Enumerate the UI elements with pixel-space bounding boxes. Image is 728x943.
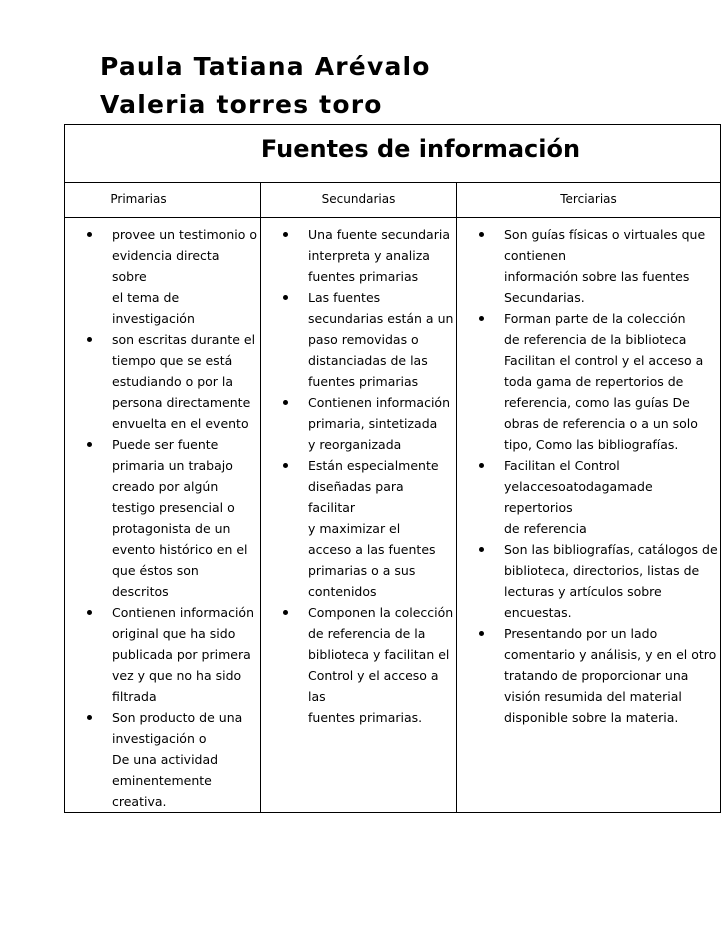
terciarias-cell — [457, 218, 721, 813]
list-item-line: vez y que no ha sido — [112, 668, 242, 683]
list-item-line: Contienen información — [112, 605, 254, 620]
list-item-line: biblioteca y facilitan el — [308, 647, 450, 662]
list-item-line: distanciadas de las — [308, 353, 428, 368]
list-item-line: evento histórico en el — [112, 542, 248, 557]
list-item-line: provee un testimonio o — [112, 227, 257, 242]
list-item-line: primaria, sintetizada — [308, 416, 438, 431]
list-item — [65, 329, 260, 434]
list-item — [261, 392, 456, 455]
list-item-line: información sobre las fuentes — [504, 269, 690, 284]
list-item-line: que éstos son descritos — [112, 563, 199, 599]
list-item-line: toda gama de repertorios de — [504, 374, 684, 389]
list-item-line: secundarias están a un — [308, 311, 454, 326]
list-item-line: biblioteca, directorios, listas de — [504, 563, 700, 578]
list-item-line: Contienen información — [308, 395, 450, 410]
list-item — [457, 539, 720, 623]
list-item-line: paso removidas o — [308, 332, 419, 347]
list-item-line: interpreta y analiza — [308, 248, 430, 263]
list-item-line: Son guías físicas o virtuales que — [504, 227, 706, 242]
secundarias-list — [261, 224, 456, 728]
author-name-1: Paula Tatiana Arévalo — [100, 52, 431, 81]
list-item-line: contienen — [504, 248, 567, 263]
list-item-line: eminentemente — [112, 773, 212, 788]
list-item-line: fuentes primarias — [308, 269, 419, 284]
list-item-line: tipo, Como las bibliografías. — [504, 437, 679, 452]
terciarias-list — [457, 224, 720, 728]
list-item-line: persona directamente — [112, 395, 251, 410]
list-item-line: fuentes primarias — [308, 374, 419, 389]
list-item-line: referencia, como las guías De — [504, 395, 690, 410]
primarias-cell — [65, 218, 261, 813]
list-item-line: Presentando por un lado — [504, 626, 658, 641]
list-item-line: investigación o — [112, 731, 207, 746]
list-item-line: acceso a las fuentes — [308, 542, 436, 557]
list-item-line: de referencia de la — [308, 626, 426, 641]
list-item-line: tiempo que se está — [112, 353, 233, 368]
list-item-line: De una actividad — [112, 752, 219, 767]
list-item-line: Son producto de una — [112, 710, 243, 725]
list-item-line: evidencia directa sobre — [112, 248, 220, 284]
list-item-line: el tema de — [112, 290, 180, 305]
list-item — [261, 455, 456, 602]
column-header-terciarias: Terciarias — [457, 183, 721, 218]
list-item-line: Facilitan el control y el acceso a — [504, 353, 704, 368]
column-header-primarias: Primarias — [65, 183, 261, 218]
list-item — [65, 434, 260, 602]
list-item — [261, 287, 456, 392]
list-item-line: diseñadas para facilitar — [308, 479, 404, 515]
list-item-line: estudiando o por la — [112, 374, 234, 389]
list-item-line: tratando de proporcionar una — [504, 668, 689, 683]
list-item-line: testigo presencial o — [112, 500, 235, 515]
list-item-line: Secundarias. — [504, 290, 585, 305]
list-item-line: y maximizar el — [308, 521, 401, 536]
list-item-line: de referencia — [504, 521, 587, 536]
list-item-line: disponible sobre la materia. — [504, 710, 679, 725]
author-name-2: Valeria torres toro — [100, 90, 383, 119]
list-item-line: encuestas. — [504, 605, 572, 620]
list-item-line: publicada por primera — [112, 647, 251, 662]
list-item-line: comentario y análisis, y en el otro — [504, 647, 717, 662]
list-item-line: Puede ser fuente — [112, 437, 219, 452]
list-item-line: protagonista de un — [112, 521, 231, 536]
list-item — [65, 224, 260, 329]
list-item-line: contenidos — [308, 584, 377, 599]
secundarias-cell — [261, 218, 457, 813]
list-item-line: son escritas durante el — [112, 332, 256, 347]
list-item-line: original que ha sido — [112, 626, 236, 641]
list-item-line: fuentes primarias. — [308, 710, 423, 725]
list-item-line: Componen la colección — [308, 605, 454, 620]
list-item — [65, 707, 260, 812]
list-item — [261, 224, 456, 287]
list-item-line: envuelta en el evento — [112, 416, 249, 431]
list-item-line: investigación — [112, 311, 195, 326]
list-item-line: lecturas y artículos sobre — [504, 584, 662, 599]
list-item — [457, 308, 720, 455]
list-item-line: Control y el acceso a las — [308, 668, 439, 704]
list-item-line: filtrada — [112, 689, 157, 704]
sources-table — [64, 124, 721, 813]
list-item-line: visión resumida del material — [504, 689, 682, 704]
list-item — [457, 623, 720, 728]
list-item-line: Las fuentes — [308, 290, 381, 305]
list-item — [65, 602, 260, 707]
list-item-line: primarias o a sus — [308, 563, 416, 578]
primarias-list — [65, 224, 260, 812]
list-item-line: creativa. — [112, 794, 167, 809]
list-item-line: obras de referencia o a un solo — [504, 416, 698, 431]
list-item-line: creado por algún — [112, 479, 219, 494]
list-item-line: Son las bibliografías, catálogos de — [504, 542, 718, 557]
list-item-line: y reorganizada — [308, 437, 402, 452]
list-item-line: Están especialmente — [308, 458, 439, 473]
list-item-line: Facilitan el Control — [504, 458, 620, 473]
list-item-line: yelaccesoatodagamade repertorios — [504, 479, 653, 515]
list-item-line: Forman parte de la colección — [504, 311, 686, 326]
table-title: Fuentes de información — [65, 125, 721, 183]
list-item — [457, 455, 720, 539]
list-item-line: de referencia de la biblioteca — [504, 332, 687, 347]
list-item — [261, 602, 456, 728]
list-item-line: primaria un trabajo — [112, 458, 233, 473]
list-item-line: Una fuente secundaria — [308, 227, 450, 242]
column-header-secundarias: Secundarias — [261, 183, 457, 218]
list-item — [457, 224, 720, 308]
